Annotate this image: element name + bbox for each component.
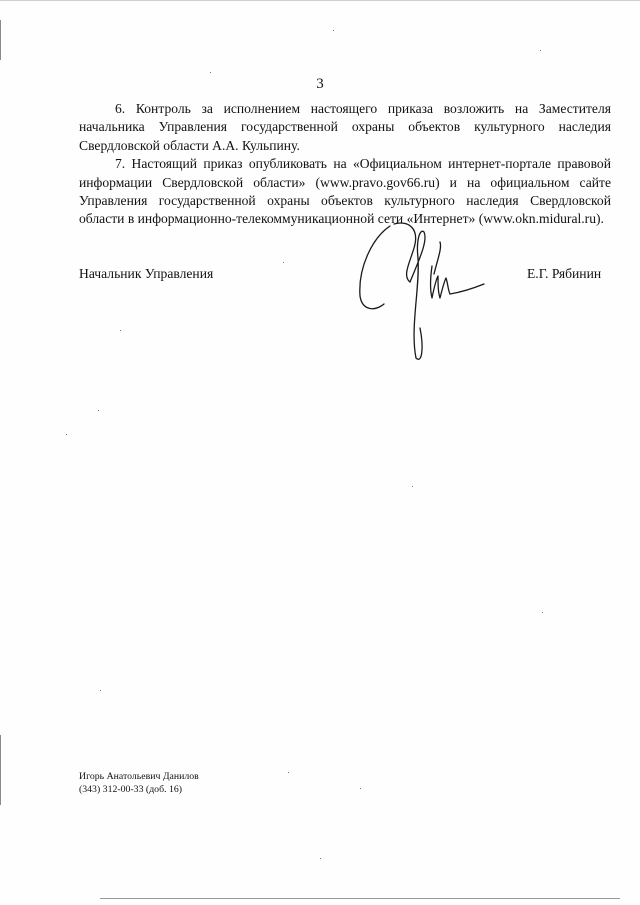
scan-speck xyxy=(333,30,334,31)
scan-speck xyxy=(210,72,211,73)
scan-speck xyxy=(283,262,284,263)
scan-edge-left-lower xyxy=(0,735,1,805)
scan-edge-left xyxy=(0,20,1,60)
page-number: 3 xyxy=(316,76,324,92)
order-body xyxy=(79,100,611,229)
scan-speck xyxy=(360,788,361,789)
scan-speck xyxy=(542,612,543,613)
scan-edge-bottom xyxy=(100,898,620,899)
scan-edge-top xyxy=(0,0,640,1)
scan-speck xyxy=(120,330,121,331)
scan-speck xyxy=(288,772,289,773)
handwritten-signature xyxy=(350,218,500,373)
scan-speck xyxy=(98,410,99,411)
signer-name: Е.Г. Рябинин xyxy=(527,266,602,281)
paragraph-7: 7. Настоящий приказ опубликовать на «Официальном интернет-портале правовой информации Свердловской области» (www.pravo.gov66.ru) и на официальном сайте Управления государственной охраны объектов культурного наследия Свердловской области в информационно-телекоммуникационной сети «Интернет» (www.okn.midural.ru). xyxy=(79,156,611,227)
scan-speck xyxy=(540,50,541,51)
scan-speck xyxy=(320,858,321,859)
signer-position: Начальник Управления xyxy=(79,266,214,281)
scan-speck xyxy=(412,486,413,487)
executor-phone: (343) 312-00-33 (доб. 16) xyxy=(79,784,183,795)
scan-speck xyxy=(100,690,101,691)
scan-speck xyxy=(66,434,67,435)
paragraph-6: 6. Контроль за исполнением настоящего приказа возложить на Заместителя начальника Управления государственной охраны объектов культурного наследия Свердловской области А.А. Кульпину. xyxy=(79,101,611,153)
executor-name: Игорь Анатольевич Данилов xyxy=(79,771,199,782)
executor-info xyxy=(79,770,199,796)
